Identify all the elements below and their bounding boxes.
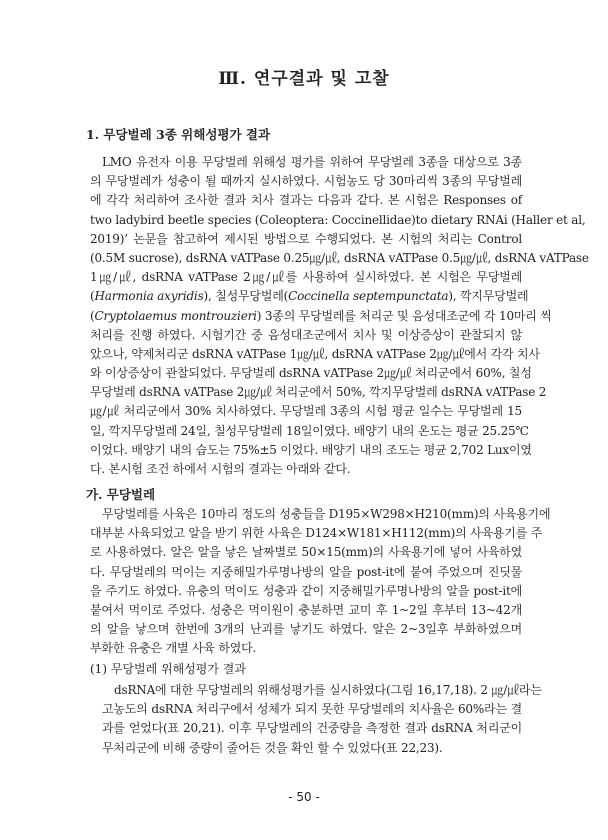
text-line: [90, 364, 532, 383]
text-line: [90, 249, 589, 268]
text-segment: 일, 깍지무당벌레 24일, 칠성무당벌레 18일이였다. 배양기 내의 온도는 평균 25.25℃: [90, 423, 529, 438]
text-segment: ), 칠성무당벌레(: [203, 289, 289, 304]
text-line: [90, 191, 522, 210]
subsection-heading-1: (1) 무당벌레 위해성평가 결과: [90, 662, 246, 676]
text-segment: 무처리군에 비해 중량이 줄어든 것을 확인 할 수 있었다(표 22,23).: [102, 740, 443, 755]
text-line: [90, 582, 522, 601]
text-line: [102, 719, 522, 738]
text-line: [90, 601, 522, 620]
text-segment: dsRNA에 대한 무당벌레의 위해성평가를 실시하였다(그림 16,17,18). 2 ㎍/㎕라는: [114, 683, 542, 697]
text-line: [90, 345, 540, 364]
text-line: [90, 326, 522, 345]
text-line: [90, 307, 552, 326]
text-line: [90, 543, 522, 562]
text-segment: ), 깍지무당벌레: [448, 289, 529, 304]
text-line: [90, 268, 522, 287]
text-segment: 았으나, 약제처리군 dsRNA vATPase 1㎍/㎕, dsRNA vATPase 2㎍/㎕에서 각각 치사: [90, 346, 540, 361]
text-segment: 의 무당벌레가 성충이 될 때까지 실시하였다. 시험농도 당 30마리씩 3종의 무당벌레: [90, 174, 522, 189]
text-line: [102, 681, 542, 700]
text-segment: 다. 무당벌레의 먹이는 지중해밀가루명나방의 알을 post-it에 붙여 주었으며 진딧물: [90, 564, 522, 579]
text-segment: 이었다. 배양기 내의 습도는 75%±5 이었다. 배양기 내의 조도는 평균 2,702 Lux이였: [90, 442, 532, 457]
text-segment: 처리를 진행 하였다. 시험기간 중 음성대조군에서 치사 및 이상증상이 관찰되지 않: [90, 327, 522, 342]
text-line: [90, 287, 529, 306]
text-segment: 2019)’ 논문을 참고하여 제시된 방법으로 수행되었다. 본 시험의 처리는 Control: [90, 231, 522, 246]
text-line: [102, 700, 522, 719]
text-line: [90, 620, 522, 639]
text-line: [90, 230, 522, 249]
text-line: [102, 739, 522, 758]
scientific-name: Coccinella septempunctata: [288, 289, 449, 304]
text-segment: 을 주기도 하였다. 유충의 먹이도 성충과 같이 지중해밀가루명나방의 알을 post-it에: [90, 583, 522, 598]
text-line: [90, 639, 522, 658]
text-segment: 에 각각 처리하여 조사한 결과 치사 결과는 다음과 같다. 본 시험은 Responses of: [90, 193, 522, 208]
text-line: [90, 383, 547, 402]
section-heading-1: 1. 무당벌레 3종 위해성평가 결과: [86, 127, 271, 142]
text-line: [90, 153, 522, 172]
text-segment: 과를 얻었다(표 20,21). 이후 무당벌레의 건중량을 측정한 결과 dsRNA 처리군이: [102, 721, 522, 736]
text-segment: 와 이상증상이 관찰되었다. 무당벌레 dsRNA vATPase 2㎍/㎕ 처리군에서 60%, 칠성: [90, 366, 532, 381]
scientific-name: Cryptolaemus montrouzieri: [94, 308, 257, 323]
text-segment: ㎍/㎕ 처리군에서 30% 치사하였다. 무당벌레 3종의 시험 평균 일수는 무당벌레 15: [90, 404, 522, 419]
text-segment: 대부분 사육되었고 알을 받기 위한 사육은 D124×W181×H112(mm)의 사육용기를 주: [90, 526, 543, 541]
text-line: [90, 211, 586, 230]
text-segment: 무당벌레를 사육은 10마리 정도의 성충들을 D195×W298×H210(mm)의 사육용기에: [102, 507, 551, 521]
chapter-title: Ⅲ. 연구결과 및 고찰: [218, 69, 390, 89]
text-segment: ) 3종의 무당벌레를 처리군 및 음성대조군에 각 10마리 씩: [256, 308, 552, 323]
text-segment: LMO 유전자 이용 무당벌레 위해성 평가를 위하여 무당벌레 3종을 대상으로 3종: [102, 155, 522, 169]
section1-paragraph: [90, 153, 589, 479]
text-segment: (0.5M sucrose), dsRNA vATPase 0.25㎍/㎕, dsRNA vATPase 0.5㎍/㎕, dsRNA vATPase: [90, 250, 589, 265]
text-line: [90, 402, 522, 421]
text-segment: (: [90, 289, 95, 304]
section-ga-paragraph: [90, 505, 551, 659]
section-heading-ga: 가. 무당벌레: [86, 487, 156, 502]
text-line: [90, 422, 529, 441]
subsection1-paragraph: [102, 681, 542, 758]
page-number: - 50 -: [288, 790, 320, 804]
text-line: [90, 505, 551, 524]
text-segment: 고농도의 dsRNA 처리구에서 성체가 되지 못한 무당벌레의 치사율은 60%라는 결: [102, 702, 522, 717]
text-segment: 다. 본시험 조건 하에서 시험의 결과는 아래와 같다.: [90, 462, 351, 476]
text-line: [90, 460, 522, 479]
text-segment: 로 사용하였다. 알은 알을 낳은 날짜별로 50×15(mm)의 사육용기에 넣어 사육하였: [90, 545, 522, 560]
text-segment: (: [90, 308, 95, 323]
text-segment: two ladybird beetle species (Coleoptera: Coccinellidae)to dietary RNAi (Haller et al,: [90, 212, 586, 227]
text-segment: 붙여서 먹이로 주었다. 성충은 먹이원이 충분하면 교미 후 1~2일 후부터 13~42개: [90, 602, 522, 617]
text-segment: 부화한 유충은 개별 사육 하였다.: [90, 641, 257, 656]
text-line: [90, 524, 543, 543]
text-segment: 의 알을 낳으며 한번에 3개의 난괴를 낳기도 하였다. 알은 2~3일후 부화하였으며: [90, 622, 522, 637]
scientific-name: Harmonia axyridis: [94, 289, 204, 304]
text-line: [90, 441, 532, 460]
text-line: [90, 563, 522, 582]
text-segment: 1㎍/㎕, dsRNA vATPase 2㎍/㎕를 사용하여 실시하였다. 본 시험은 무당벌레: [90, 270, 522, 285]
text-line: [90, 172, 522, 191]
text-segment: 무당벌레 dsRNA vATPase 2㎍/㎕ 처리군에서 50%, 깍지무당벌레 dsRNA vATPase 2: [90, 385, 547, 400]
